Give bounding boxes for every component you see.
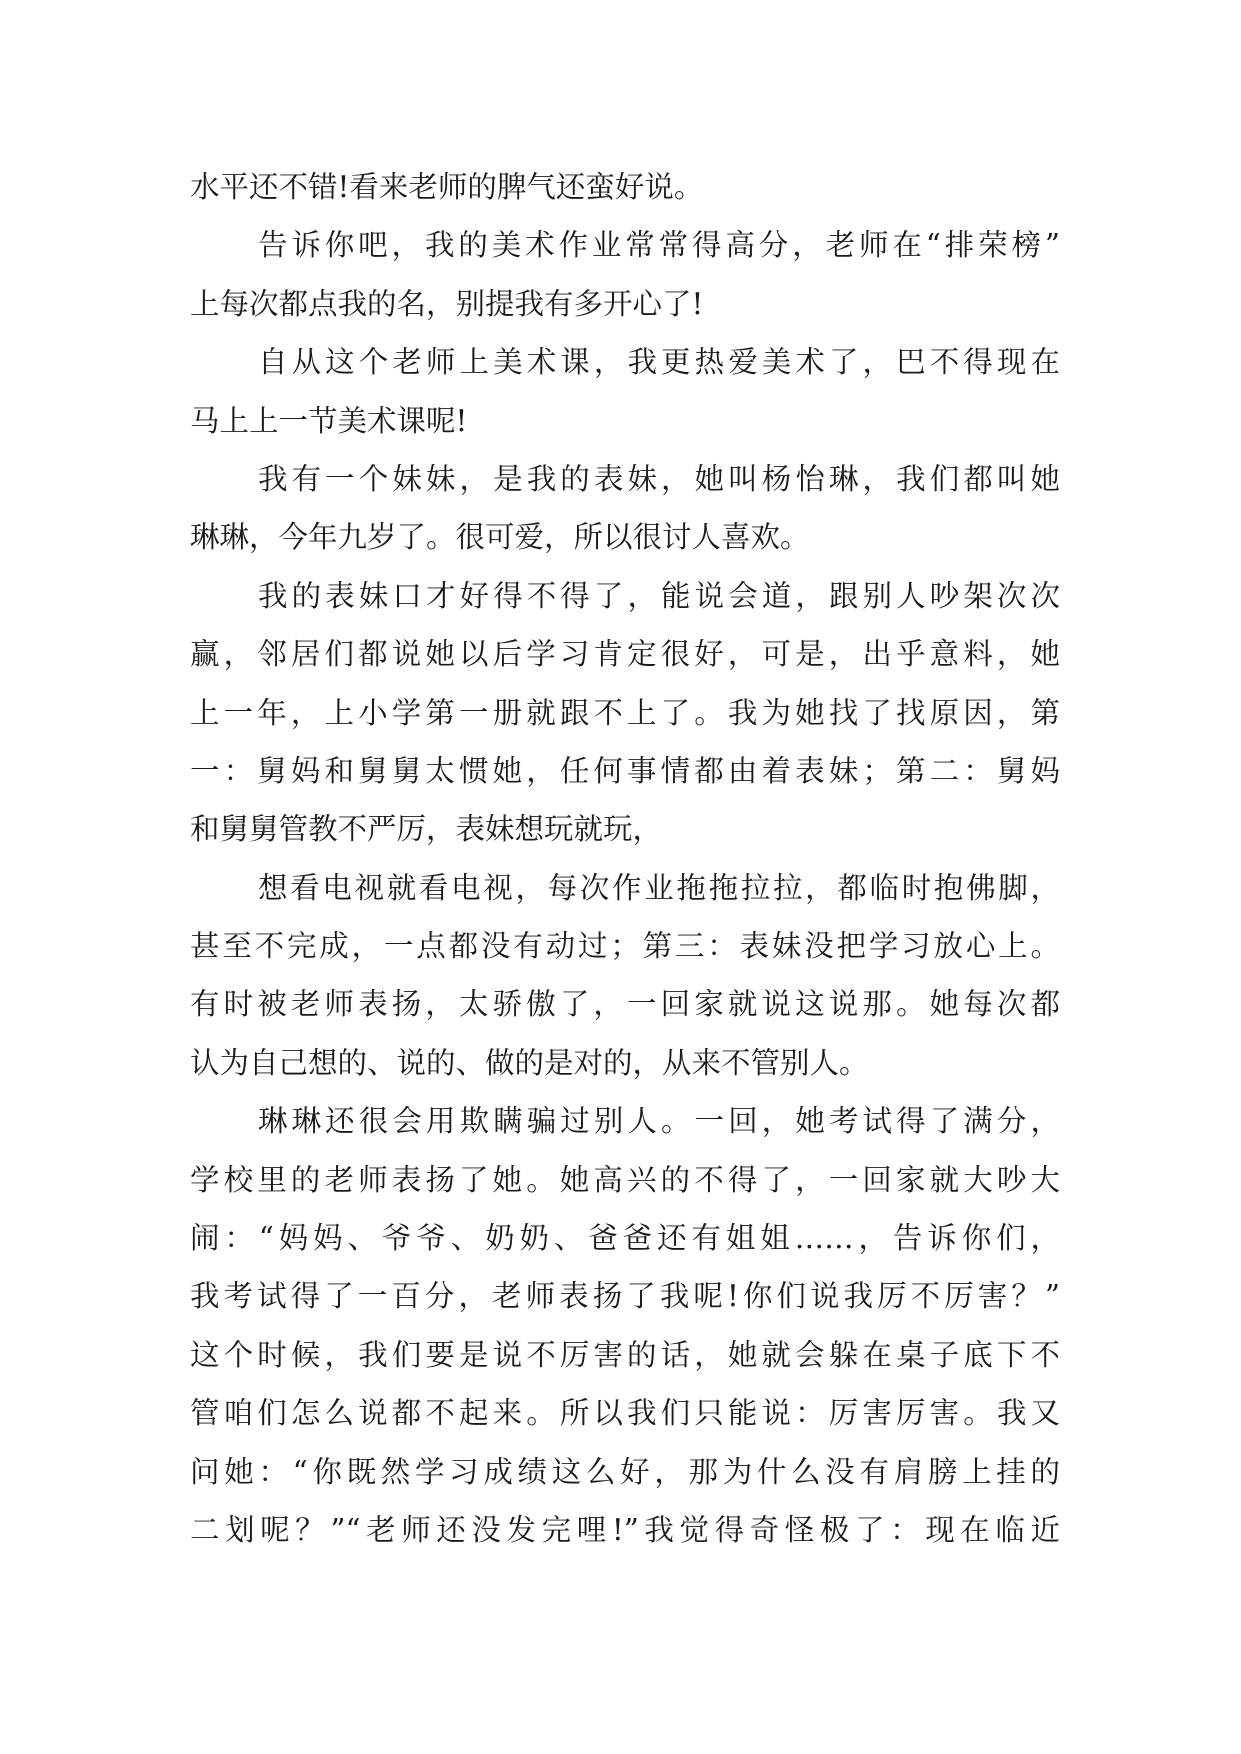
text-line: 我考试得了一百分，老师表扬了我呢!你们说我厉不厉害？” bbox=[190, 1279, 1060, 1314]
text-line: 告诉你吧，我的美术作业常常得高分，老师在“排荣榜” bbox=[258, 228, 1060, 263]
text-line: 问她：“你既然学习成绩这么好，那为什么没有肩膀上挂的 bbox=[190, 1454, 1060, 1489]
text-line: 和舅舅管教不严厉，表妹想玩就玩， bbox=[190, 812, 663, 847]
text-line: 二划呢？”“老师还没发完哩!”我觉得奇怪极了：现在临近 bbox=[190, 1512, 1060, 1547]
text-line: 一：舅妈和舅舅太惯她，任何事情都由着表妹；第二：舅妈 bbox=[190, 753, 1060, 788]
text-line: 这个时候，我们要是说不厉害的话，她就会躲在桌子底下不 bbox=[190, 1337, 1060, 1372]
text-line: 甚至不完成，一点都没有动过；第三：表妹没把学习放心上。 bbox=[190, 929, 1060, 964]
text-line: 学校里的老师表扬了她。她高兴的不得了，一回家就大吵大 bbox=[190, 1162, 1060, 1197]
text-line: 水平还不错!看来老师的脾气还蛮好说。 bbox=[190, 170, 704, 204]
text-line: 上一年，上小学第一册就跟不上了。我为她找了找原因，第 bbox=[190, 695, 1060, 730]
text-line: 赢，邻居们都说她以后学习肯定很好，可是，出乎意料，她 bbox=[190, 637, 1060, 672]
text-line: 闹：“妈妈、爷爷、奶奶、爸爸还有姐姐……，告诉你们， bbox=[190, 1221, 1060, 1256]
text-line: 琳琳还很会用欺瞒骗过别人。一回，她考试得了满分， bbox=[258, 1104, 1060, 1139]
text-line: 自从这个老师上美术课，我更热爱美术了，巴不得现在 bbox=[258, 345, 1060, 380]
text-line: 认为自己想的、说的、做的是对的，从来不管别人。 bbox=[190, 1045, 869, 1080]
text-line: 想看电视就看电视，每次作业拖拖拉拉，都临时抱佛脚， bbox=[258, 870, 1060, 905]
text-line: 上每次都点我的名，别提我有多开心了! bbox=[190, 286, 704, 321]
text-line: 我的表妹口才好得不得了，能说会道，跟别人吵架次次 bbox=[258, 578, 1060, 613]
text-line: 有时被老师表扬，太骄傲了，一回家就说这说那。她每次都 bbox=[190, 987, 1060, 1022]
body-text bbox=[190, 158, 1060, 1559]
text-line: 马上上一节美术课呢! bbox=[190, 403, 468, 438]
text-line: 琳琳，今年九岁了。很可爱，所以很讨人喜欢。 bbox=[190, 520, 810, 555]
text-line: 管咱们怎么说都不起来。所以我们只能说：厉害厉害。我又 bbox=[190, 1396, 1060, 1431]
text-line: 我有一个妹妹，是我的表妹，她叫杨怡琳，我们都叫她 bbox=[258, 461, 1060, 496]
